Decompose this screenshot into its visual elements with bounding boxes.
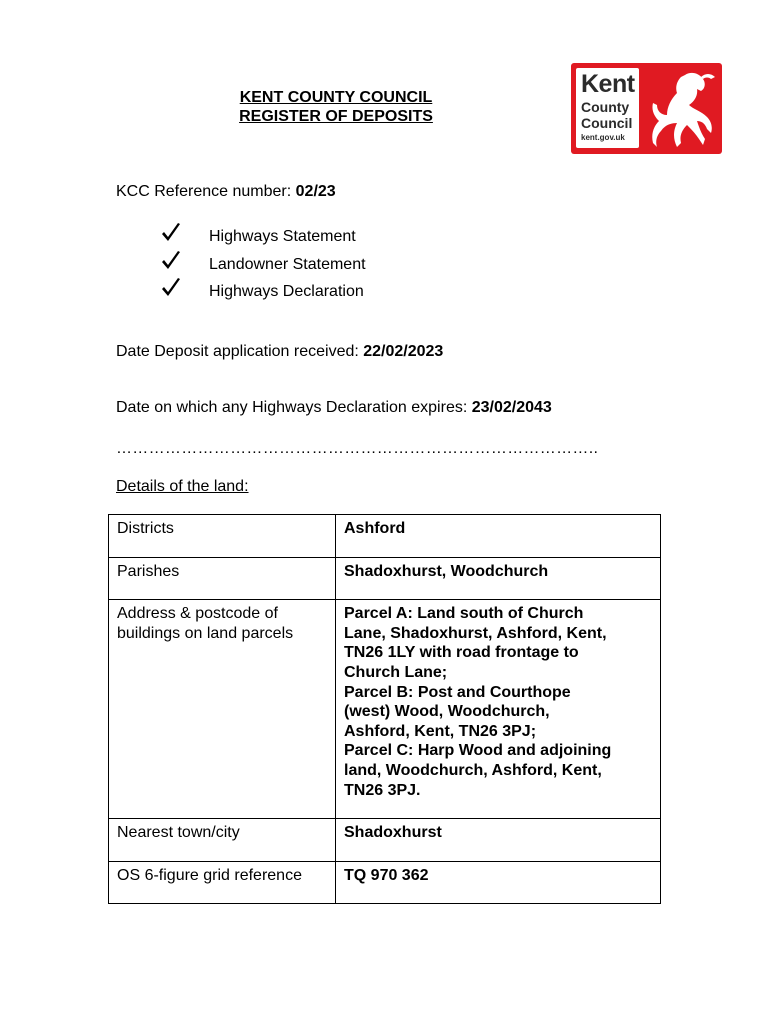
row-label: Districts: [109, 515, 336, 558]
received-value: 22/02/2023: [363, 343, 444, 360]
title-line-1: KENT COUNTY COUNCIL: [239, 89, 433, 106]
received-label: Date Deposit application received:: [116, 343, 364, 360]
checklist-item-label: Landowner Statement: [209, 255, 366, 273]
address-line: TN26 1LY with road frontage to: [344, 644, 579, 662]
address-line: Ashford, Kent, TN26 3PJ;: [344, 722, 537, 740]
table-row: [109, 600, 661, 819]
reference-label: KCC Reference number:: [116, 183, 296, 200]
address-line: Parcel C: Harp Wood and adjoining: [344, 742, 612, 760]
logo-word-council: Council: [581, 115, 633, 131]
checkmark-icon: [160, 222, 182, 244]
row-value: Shadoxhurst, Woodchurch: [336, 557, 661, 600]
row-value: Ashford: [336, 515, 661, 558]
address-line: TN26 3PJ.: [344, 781, 421, 799]
row-value: Shadoxhurst: [336, 819, 661, 862]
white-horse-icon: [645, 67, 719, 151]
logo-word-county: County: [581, 99, 630, 115]
address-line: Parcel A: Land south of Church: [344, 605, 584, 623]
address-line: land, Woodchurch, Ashford, Kent,: [344, 761, 602, 779]
address-line: Lane, Shadoxhurst, Ashford, Kent,: [344, 624, 607, 642]
logo-wordmark: [576, 68, 639, 148]
row-value: TQ 970 362: [336, 861, 661, 904]
address-line: Parcel B: Post and Courthope: [344, 683, 571, 701]
checklist-item-label: Highways Statement: [209, 228, 356, 245]
table-row: [109, 819, 661, 862]
kent-county-council-logo: [571, 63, 722, 154]
expires-value: 23/02/2043: [471, 399, 552, 416]
row-label: Nearest town/city: [109, 819, 336, 862]
details-heading: Details of the land:: [116, 478, 249, 495]
checklist-item-label: Highways Declaration: [209, 283, 364, 300]
row-label-line: buildings on land parcels: [117, 624, 294, 642]
row-value: [336, 600, 661, 819]
row-label: OS 6-figure grid reference: [109, 861, 336, 904]
title-line-2: REGISTER OF DEPOSITS: [239, 108, 433, 125]
expiry-date: [116, 399, 552, 417]
dotted-separator: ……………………………………………………………………………..: [116, 440, 599, 457]
table-row: [109, 515, 661, 558]
row-label-line: Address & postcode of: [117, 605, 278, 623]
row-label: [109, 600, 336, 819]
checkmark-icon: [160, 250, 182, 272]
reference-value: 02/23: [295, 183, 336, 200]
land-details-table: [108, 514, 661, 904]
expires-label: Date on which any Highways Declaration expires:: [116, 399, 472, 416]
logo-word-kent: Kent: [581, 70, 635, 98]
address-line: Church Lane;: [344, 663, 448, 681]
address-line: (west) Wood, Woodchurch,: [344, 703, 550, 721]
reference-number: [116, 183, 336, 201]
row-label: Parishes: [109, 557, 336, 600]
checkmark-icon: [160, 277, 182, 299]
table-row: [109, 557, 661, 600]
logo-url: kent.gov.uk: [581, 133, 625, 142]
received-date: [116, 343, 443, 361]
table-row: [109, 861, 661, 904]
